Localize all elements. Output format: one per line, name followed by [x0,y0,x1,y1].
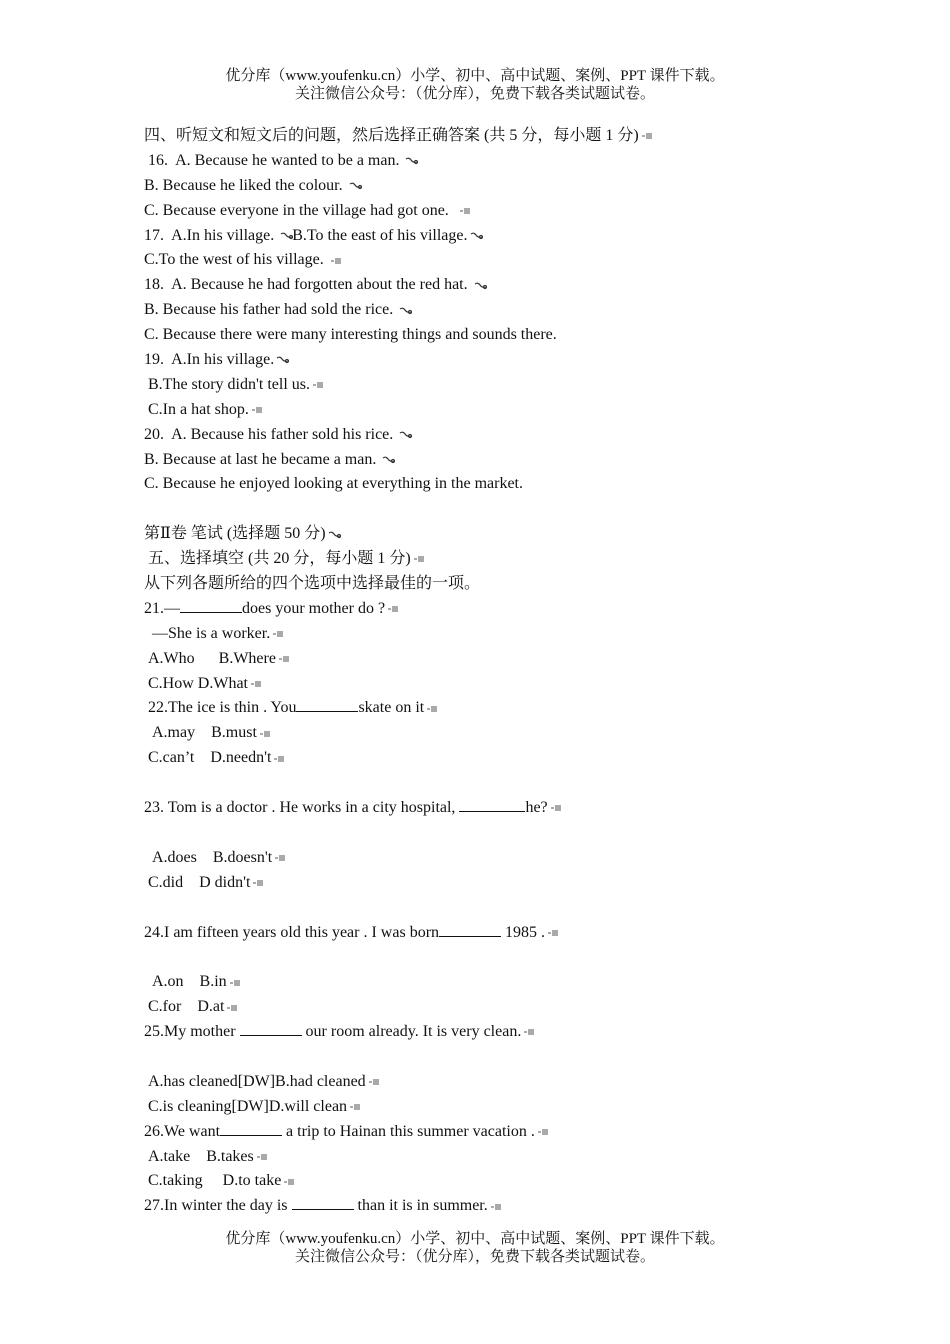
paragraph-mark-icon [459,206,471,216]
paragraph-mark-icon [641,131,653,141]
blank-line [144,1045,904,1070]
q26-stem: 26.We want a trip to Hainan this summer vacation . [144,1120,904,1145]
header-line-1: 优分库（www.youfenku.cn）小学、初中、高中试题、案例、PPT 课件下载。 [225,68,725,84]
answer-blank [220,1121,282,1136]
paragraph-mark-icon [250,679,262,689]
q16-option-c: C. Because everyone in the village had got one. [144,199,904,224]
q16-option-a: 16. A. Because he wanted to be a man. [144,149,904,174]
paragraph-mark-icon [274,853,286,863]
paragraph-mark-icon [387,604,399,614]
part2-title: 第Ⅱ卷 笔试 (选择题 50 分) [144,522,904,547]
answer-blank [459,797,525,812]
q26-options-cd: C.taking D.to take [144,1169,904,1194]
line-break-mark-icon [399,306,411,316]
paragraph-mark-icon [272,629,284,639]
paragraph-mark-icon [537,1127,549,1137]
footer-line-1: 优分库（www.youfenku.cn）小学、初中、高中试题、案例、PPT 课件下载。 [225,1231,725,1247]
paragraph-mark-icon [523,1027,535,1037]
blank-line [144,821,904,846]
line-break-mark-icon [405,156,417,166]
paragraph-mark-icon [252,878,264,888]
q20-option-c: C. Because he enjoyed looking at everything in the market. [144,475,523,493]
q19-option-c: C.In a hat shop. [144,398,904,423]
q25-options-ab: A.has cleaned[DW]B.had cleaned [144,1070,904,1095]
q22-options-cd: C.can’t D.needn't [144,746,904,771]
line-break-mark-icon [328,530,340,540]
paragraph-mark-icon [278,654,290,664]
q24-stem: 24.I am fifteen years old this year . I was born 1985 . [144,921,904,946]
paragraph-mark-icon [550,803,562,813]
q21-options-cd: C.How D.What [144,672,904,697]
q20-option-a: 20. A. Because his father sold his rice. [144,423,904,448]
paragraph-mark-icon [226,1003,238,1013]
q19-option-b: B.The story didn't tell us. [144,373,904,398]
page-header [0,67,950,103]
paragraph-mark-icon [547,928,559,938]
document-body [144,124,904,1219]
paragraph-mark-icon [259,729,271,739]
q21-options-ab: A.Who B.Where [144,647,904,672]
paragraph-mark-icon [256,1152,268,1162]
line-break-mark-icon [474,281,486,291]
paragraph-mark-icon [229,978,241,988]
q27-stem: 27.In winter the day is than it is in summer. [144,1194,904,1219]
q22-options-ab: A.may B.must [144,721,904,746]
blank-line [144,497,904,522]
q16-option-b: B. Because he liked the colour. [144,174,904,199]
q21-stem: 21.— does your mother do ? [144,597,904,622]
section4-title: 四、听短文和短文后的问题，然后选择正确答案 (共 5 分，每小题 1 分) [144,124,904,149]
q24-options-cd: C.for D.at [144,995,904,1020]
q18-option-a: 18. A. Because he had forgotten about the red hat. [144,273,904,298]
q25-stem: 25.My mother our room already. It is very clean. [144,1020,904,1045]
blank-line [144,945,904,970]
paragraph-mark-icon [349,1102,361,1112]
q20-option-b: B. Because at last he became a man. [144,448,904,473]
paragraph-mark-icon [330,256,342,266]
paragraph-mark-icon [490,1202,502,1212]
answer-blank [292,1195,354,1210]
blank-line [144,771,904,796]
q23-options-ab: A.does B.doesn't [144,846,904,871]
q17-option-c: C.To the west of his village. [144,248,904,273]
q21-answer: —She is a worker. [144,622,904,647]
paragraph-mark-icon [283,1177,295,1187]
header-line-2: 关注微信公众号：（优分库），免费下载各类试题试卷。 [294,86,655,102]
q23-options-cd: C.did D didn't [144,871,904,896]
answer-blank [240,1021,302,1036]
page-footer [0,1230,950,1266]
paragraph-mark-icon [368,1077,380,1087]
answer-blank [180,598,242,613]
q18-option-b: B. Because his father had sold the rice. [144,298,904,323]
q18-option-c: C. Because there were many interesting things and sounds there. [144,326,557,344]
paragraph-mark-icon [413,554,425,564]
blank-line [144,896,904,921]
footer-line-2: 关注微信公众号：（优分库），免费下载各类试题试卷。 [294,1249,655,1265]
q25-options-cd: C.is cleaning[DW]D.will clean [144,1095,904,1120]
q24-options-ab: A.on B.in [144,970,904,995]
line-break-mark-icon [470,231,482,241]
q22-stem: 22.The ice is thin . You skate on it [144,696,904,721]
q26-options-ab: A.take B.takes [144,1145,904,1170]
line-break-mark-icon [349,181,361,191]
q23-stem: 23. Tom is a doctor . He works in a city hospital, he? [144,796,904,821]
paragraph-mark-icon [251,405,263,415]
paragraph-mark-icon [312,380,324,390]
answer-blank [439,922,501,937]
line-break-mark-icon [382,455,394,465]
section5-title: 五、选择填空 (共 20 分，每小题 1 分) [144,547,904,572]
line-break-mark-icon [280,231,292,241]
answer-blank [296,697,358,712]
paragraph-mark-icon [273,754,285,764]
q17-options-ab: 17. A.In his village. B.To the east of his village. [144,224,904,249]
section5-instruction: 从下列各题所给的四个选项中选择最佳的一项。 [144,575,481,593]
line-break-mark-icon [276,355,288,365]
line-break-mark-icon [399,430,411,440]
paragraph-mark-icon [426,704,438,714]
q19-option-a: 19. A.In his village. [144,348,904,373]
